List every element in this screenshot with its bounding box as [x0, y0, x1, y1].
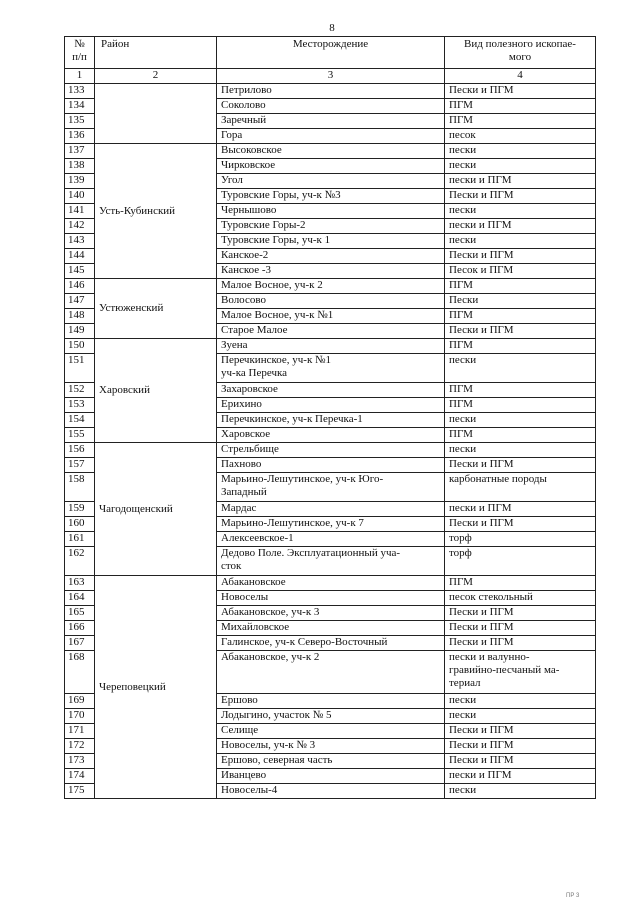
header-number: № п/п [65, 37, 95, 69]
deposit-name: Иванцево [217, 769, 445, 784]
header-district: Район [95, 37, 217, 69]
deposit-name: Мардас [217, 502, 445, 517]
table-row [65, 576, 596, 591]
mineral-type: пески [445, 159, 596, 174]
row-number: 142 [65, 219, 95, 234]
deposit-name: Новоселы, уч-к № 3 [217, 739, 445, 754]
district-cell [95, 279, 217, 339]
row-number: 160 [65, 517, 95, 532]
mineral-type: пески [445, 709, 596, 724]
district-name: Череповецкий [99, 680, 166, 693]
column-index: 2 [95, 69, 217, 84]
column-index-row [65, 69, 596, 84]
district-cell [95, 576, 217, 799]
mineral-type: пески и валунно- гравийно-песчаный ма- териал [445, 651, 596, 694]
mineral-type: пески [445, 144, 596, 159]
row-number: 172 [65, 739, 95, 754]
mineral-type: песок [445, 129, 596, 144]
mineral-type: ПГМ [445, 99, 596, 114]
row-number: 146 [65, 279, 95, 294]
deposit-name: Петрилово [217, 84, 445, 99]
deposit-name: Ерихино [217, 398, 445, 413]
district-name: Усть-Кубинский [99, 204, 176, 217]
deposit-name: Абакановское, уч-к 3 [217, 606, 445, 621]
row-number: 145 [65, 264, 95, 279]
mineral-type: Пески и ПГМ [445, 739, 596, 754]
footer-mark: ПР 3 [566, 893, 580, 899]
deposit-name: Малое Восное, уч-к 2 [217, 279, 445, 294]
deposit-name: Михайловское [217, 621, 445, 636]
district-cell [95, 443, 217, 576]
table-row [65, 144, 596, 159]
row-number: 143 [65, 234, 95, 249]
row-number: 155 [65, 428, 95, 443]
deposit-name: Лодыгино, участок № 5 [217, 709, 445, 724]
mineral-type: ПГМ [445, 428, 596, 443]
table-row [65, 443, 596, 458]
mineral-type: пески [445, 413, 596, 428]
deposit-name: Канское-2 [217, 249, 445, 264]
mineral-type: ПГМ [445, 114, 596, 129]
mineral-type: Пески и ПГМ [445, 84, 596, 99]
deposit-name: Абакановское, уч-к 2 [217, 651, 445, 694]
deposit-name: Туровские Горы, уч-к 1 [217, 234, 445, 249]
mineral-type: ПГМ [445, 279, 596, 294]
row-number: 134 [65, 99, 95, 114]
mineral-type: Пески и ПГМ [445, 606, 596, 621]
district-name: Чагодощенский [99, 502, 173, 515]
row-number: 157 [65, 458, 95, 473]
deposit-name: Гора [217, 129, 445, 144]
deposit-name: Марьино-Лешутинское, уч-к 7 [217, 517, 445, 532]
deposit-name: Селище [217, 724, 445, 739]
row-number: 137 [65, 144, 95, 159]
district-name: Харовский [99, 384, 150, 396]
row-number: 158 [65, 473, 95, 502]
mineral-type: пески [445, 443, 596, 458]
row-number: 171 [65, 724, 95, 739]
row-number: 152 [65, 383, 95, 398]
district-cell [95, 144, 217, 279]
row-number: 163 [65, 576, 95, 591]
row-number: 140 [65, 189, 95, 204]
deposit-name: Малое Восное, уч-к №1 [217, 309, 445, 324]
row-number: 174 [65, 769, 95, 784]
district-cell [95, 84, 217, 144]
mineral-type: Пески и ПГМ [445, 324, 596, 339]
column-index: 4 [445, 69, 596, 84]
deposit-name: Старое Малое [217, 324, 445, 339]
mineral-type: Пески и ПГМ [445, 724, 596, 739]
table-row [65, 339, 596, 354]
deposits-table [64, 36, 596, 799]
row-number: 167 [65, 636, 95, 651]
deposit-name: Туровские Горы-2 [217, 219, 445, 234]
mineral-type: песок стекольный [445, 591, 596, 606]
deposit-name: Стрельбище [217, 443, 445, 458]
row-number: 175 [65, 784, 95, 799]
row-number: 169 [65, 694, 95, 709]
deposit-name: Ершово, северная часть [217, 754, 445, 769]
mineral-type: Песок и ПГМ [445, 264, 596, 279]
mineral-type: ПГМ [445, 339, 596, 354]
mineral-type: Пески и ПГМ [445, 458, 596, 473]
deposit-name: Алексеевское-1 [217, 532, 445, 547]
district-cell [95, 339, 217, 443]
row-number: 170 [65, 709, 95, 724]
mineral-type: пески [445, 204, 596, 219]
deposit-name: Туровские Горы, уч-к №3 [217, 189, 445, 204]
mineral-type: пески и ПГМ [445, 174, 596, 189]
row-number: 138 [65, 159, 95, 174]
row-number: 150 [65, 339, 95, 354]
mineral-type: пески [445, 784, 596, 799]
deposit-name: Волосово [217, 294, 445, 309]
mineral-type: Пески и ПГМ [445, 636, 596, 651]
mineral-type: Пески и ПГМ [445, 621, 596, 636]
row-number: 154 [65, 413, 95, 428]
deposit-name: Галинское, уч-к Северо-Восточный [217, 636, 445, 651]
district-name: Устюженский [99, 302, 164, 314]
deposit-name: Дедово Поле. Эксплуатационный уча- сток [217, 547, 445, 576]
mineral-type: пески [445, 234, 596, 249]
row-number: 151 [65, 354, 95, 383]
mineral-type: пески и ПГМ [445, 219, 596, 234]
deposit-name: Ершово [217, 694, 445, 709]
deposit-name: Зуена [217, 339, 445, 354]
deposit-name: Чернышово [217, 204, 445, 219]
row-number: 156 [65, 443, 95, 458]
table-body [65, 84, 596, 799]
page-number: 8 [329, 22, 335, 34]
deposit-name: Захаровское [217, 383, 445, 398]
row-number: 135 [65, 114, 95, 129]
row-number: 148 [65, 309, 95, 324]
row-number: 162 [65, 547, 95, 576]
deposit-name: Соколово [217, 99, 445, 114]
row-number: 141 [65, 204, 95, 219]
table-row [65, 84, 596, 99]
mineral-type: Пески и ПГМ [445, 189, 596, 204]
deposit-name: Угол [217, 174, 445, 189]
row-number: 144 [65, 249, 95, 264]
mineral-type: ПГМ [445, 309, 596, 324]
mineral-type: ПГМ [445, 383, 596, 398]
row-number: 168 [65, 651, 95, 694]
row-number: 173 [65, 754, 95, 769]
row-number: 149 [65, 324, 95, 339]
header-mineral: Вид полезного ископае- мого [445, 37, 596, 69]
deposit-name: Марьино-Лешутинское, уч-к Юго- Западный [217, 473, 445, 502]
mineral-type: пески [445, 694, 596, 709]
deposit-name: Перечкинское, уч-к №1 уч-ка Перечка [217, 354, 445, 383]
header-deposit: Месторождение [217, 37, 445, 69]
row-number: 166 [65, 621, 95, 636]
mineral-type: ПГМ [445, 398, 596, 413]
deposit-name: Абакановское [217, 576, 445, 591]
row-number: 136 [65, 129, 95, 144]
row-number: 165 [65, 606, 95, 621]
deposit-name: Новоселы-4 [217, 784, 445, 799]
mineral-type: карбонатные породы [445, 473, 596, 502]
mineral-type: пески и ПГМ [445, 769, 596, 784]
row-number: 153 [65, 398, 95, 413]
mineral-type: торф [445, 532, 596, 547]
column-index: 1 [65, 69, 95, 84]
deposit-name: Чирковское [217, 159, 445, 174]
deposit-name: Заречный [217, 114, 445, 129]
mineral-type: Пески и ПГМ [445, 249, 596, 264]
row-number: 133 [65, 84, 95, 99]
deposit-name: Харовское [217, 428, 445, 443]
row-number: 147 [65, 294, 95, 309]
mineral-type: торф [445, 547, 596, 576]
table-header-row [65, 37, 596, 69]
deposit-name: Канское -3 [217, 264, 445, 279]
deposit-name: Перечкинское, уч-к Перечка-1 [217, 413, 445, 428]
mineral-type: Пески и ПГМ [445, 754, 596, 769]
row-number: 159 [65, 502, 95, 517]
column-index: 3 [217, 69, 445, 84]
row-number: 164 [65, 591, 95, 606]
table-row [65, 279, 596, 294]
mineral-type: ПГМ [445, 576, 596, 591]
deposit-name: Новоселы [217, 591, 445, 606]
mineral-type: пески и ПГМ [445, 502, 596, 517]
mineral-type: пески [445, 354, 596, 383]
deposit-name: Высоковское [217, 144, 445, 159]
row-number: 161 [65, 532, 95, 547]
row-number: 139 [65, 174, 95, 189]
deposit-name: Пахново [217, 458, 445, 473]
mineral-type: Пески и ПГМ [445, 517, 596, 532]
mineral-type: Пески [445, 294, 596, 309]
